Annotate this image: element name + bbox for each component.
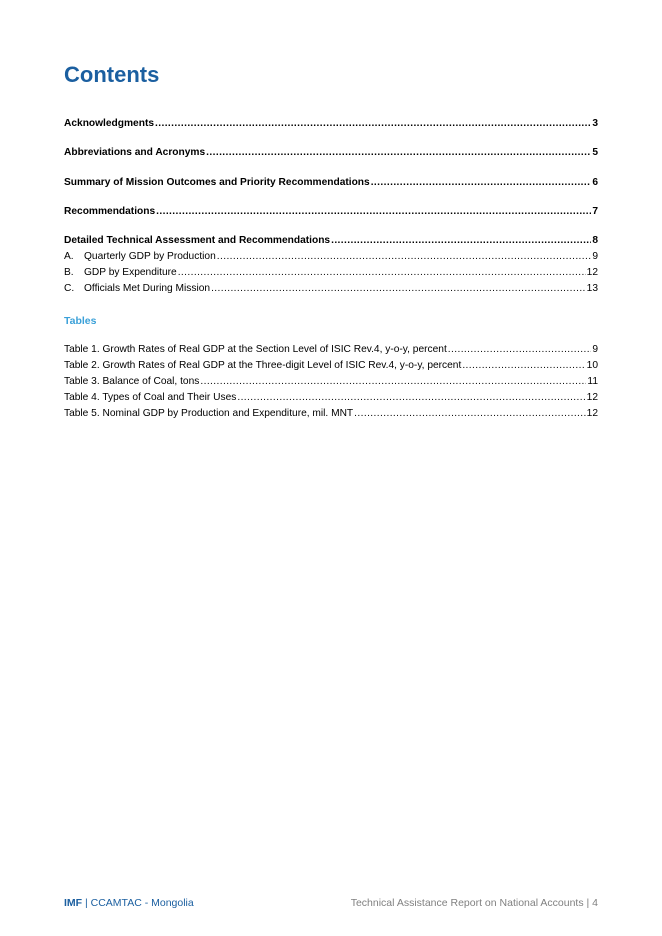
toc-entry-text: Table 5. Nominal GDP by Production and Expenditure, mil. MNT <box>64 408 354 419</box>
toc-page-number: 11 <box>587 376 598 387</box>
toc-page-number: 12 <box>586 408 598 419</box>
toc-subentry-letter: B. <box>64 267 74 278</box>
dot-leader <box>462 359 585 373</box>
footer-report-title: Technical Assistance Report on National Accounts <box>350 897 584 909</box>
toc-entry-recommendations[interactable] <box>64 205 598 219</box>
toc-subentry-letter: C. <box>64 283 75 294</box>
toc-table-1[interactable] <box>64 343 598 357</box>
toc-entry-text: Abbreviations and Acronyms <box>64 147 206 158</box>
dot-leader <box>331 234 591 248</box>
toc-page-number: 10 <box>586 360 598 371</box>
toc-subentry-letter: A. <box>64 251 74 262</box>
toc-table-4[interactable] <box>64 391 598 405</box>
toc-page-number: 6 <box>592 177 598 188</box>
toc-entry-text: Table 3. Balance of Coal, tons <box>64 376 200 387</box>
toc-subentry-officials-met[interactable] <box>64 282 598 296</box>
toc-entry-text: GDP by Expenditure <box>84 267 177 278</box>
dot-leader <box>237 391 585 405</box>
toc-page-number: 9 <box>592 344 598 355</box>
footer-page-number: 4 <box>592 897 598 909</box>
dot-leader <box>206 146 591 160</box>
toc-table-3[interactable] <box>64 375 598 389</box>
dot-leader <box>211 282 586 296</box>
toc-page-number: 7 <box>592 206 598 217</box>
dot-leader <box>354 407 586 421</box>
toc-subentry-gdp-expenditure[interactable] <box>64 266 598 280</box>
contents-page <box>64 0 598 936</box>
toc-page-number: 8 <box>592 235 598 246</box>
dot-leader <box>155 117 591 131</box>
toc-entry-text: Quarterly GDP by Production <box>84 251 216 262</box>
toc-entry-text: Table 1. Growth Rates of Real GDP at the Section Level of ISIC Rev.4, y-o-y, percent <box>64 344 447 355</box>
toc-entry-text: Detailed Technical Assessment and Recommendations <box>64 235 331 246</box>
toc-entry-text: Table 2. Growth Rates of Real GDP at the Three-digit Level of ISIC Rev.4, y-o-y, percent <box>64 360 462 371</box>
toc-page-number: 3 <box>592 118 598 129</box>
dot-leader <box>200 375 586 389</box>
toc-entry-text: Table 4. Types of Coal and Their Uses <box>64 392 237 403</box>
toc-page-number: 12 <box>586 392 598 403</box>
dot-leader <box>371 176 592 190</box>
footer-center-label: CCAMTAC - Mongolia <box>90 897 194 909</box>
footer-page-separator: | <box>583 897 593 909</box>
toc-entry-detailed-assessment[interactable] <box>64 234 598 248</box>
toc-entry-summary[interactable] <box>64 176 598 190</box>
toc-entry-abbreviations[interactable] <box>64 146 598 160</box>
toc-entry-text: Recommendations <box>64 206 156 217</box>
toc-subentry-quarterly-gdp[interactable] <box>64 250 598 264</box>
toc-entry-text: Acknowledgments <box>64 118 155 129</box>
dot-leader <box>448 343 592 357</box>
toc-page-number: 12 <box>586 267 598 278</box>
toc-entry-text: Summary of Mission Outcomes and Priority Recommendations <box>64 177 370 188</box>
dot-leader <box>178 266 586 280</box>
toc-page-number: 13 <box>586 283 598 294</box>
footer-separator: | <box>82 897 91 909</box>
toc-entry-text: Officials Met During Mission <box>84 283 211 294</box>
toc-table-5[interactable] <box>64 407 598 421</box>
page-title: Contents <box>64 62 160 87</box>
tables-heading: Tables <box>64 315 97 327</box>
dot-leader <box>156 205 591 219</box>
dot-leader <box>217 250 592 264</box>
toc-page-number: 5 <box>592 147 598 158</box>
footer-imf-label: IMF <box>64 897 83 909</box>
toc-entry-acknowledgments[interactable] <box>64 117 598 131</box>
toc-page-number: 9 <box>592 251 598 262</box>
footer-report <box>351 897 598 909</box>
toc-table-2[interactable] <box>64 359 598 373</box>
footer-org <box>64 897 194 909</box>
